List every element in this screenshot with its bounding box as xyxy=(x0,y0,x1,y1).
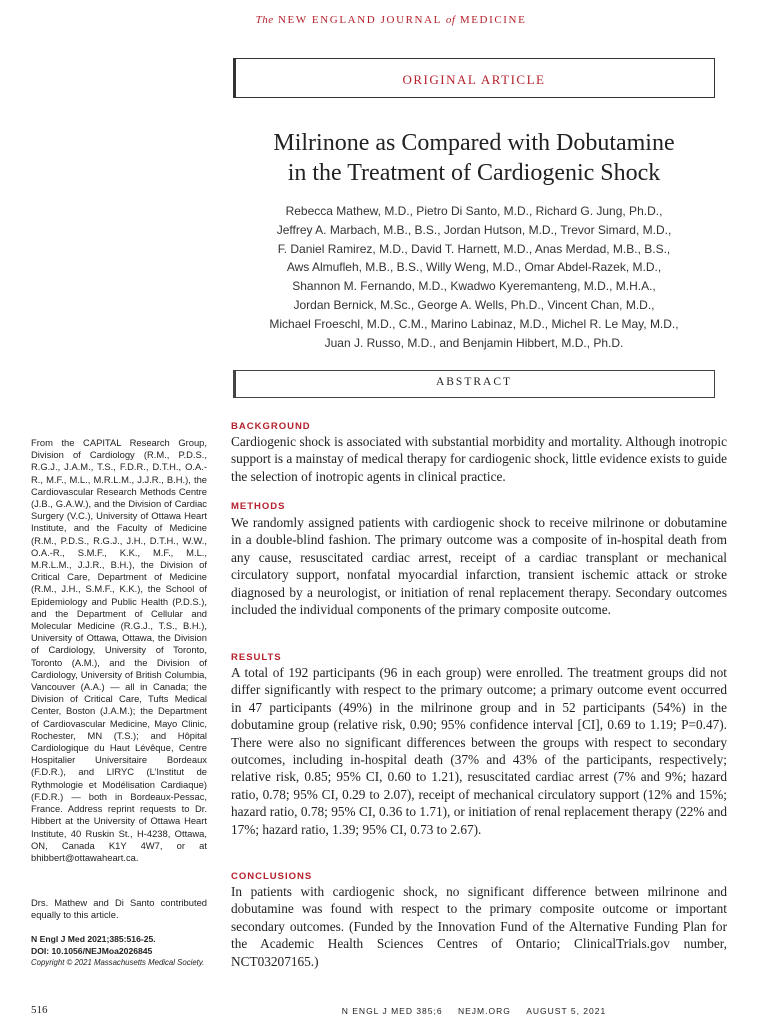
citation-block xyxy=(31,933,221,969)
article-title xyxy=(233,128,715,188)
copyright: Copyright © 2021 Massachusetts Medical Society. xyxy=(31,958,205,967)
author-line: Juan J. Russo, M.D., and Benjamin Hibbert, M.D., Ph.D. xyxy=(324,335,624,350)
conclusions-heading: CONCLUSIONS xyxy=(231,871,313,882)
footer-date: AUGUST 5, 2021 xyxy=(526,1006,607,1016)
author-line: Aws Almufleh, M.B., B.S., Willy Weng, M.D., Omar Abdel-Razek, M.D., xyxy=(286,260,662,275)
title-line-1: Milrinone as Compared with Dobutamine xyxy=(273,130,675,156)
results-text: A total of 192 participants (96 in each group) were enrolled. The treatment groups did not differ significantly with respect to the primary outcome; a primary outcome event occurred in 47 participants (49%) in the milrinone group and in 52 participants (54%) in the dobutamine group (relative risk, 0.90; 95% confidence interval [CI], 0.69 to 1.19; P=0.47). There were also no significant differences between the groups with respect to secondary outcomes, including in-hospital death (37% and 43% of the participants, respectively; relative risk, 0.85; 95% CI, 0.60 to 1.21), resuscitated cardiac arrest (7% and 9%; hazard ratio, 0.78; 95% CI, 0.29 to 2.07), receipt of mechanical circulatory support (12% and 15%; hazard ratio, 0.78; 95% CI, 0.36 to 1.71), or initiation of renal replacement therapy (22% and 17%; hazard ratio, 1.39; 95% CI, 0.73 to 2.67). xyxy=(231,665,727,837)
background-heading: BACKGROUND xyxy=(231,421,311,432)
masthead-of: of xyxy=(445,14,456,26)
author-list xyxy=(233,202,715,352)
footer-site: NEJM.ORG xyxy=(457,1006,511,1016)
results-heading: RESULTS xyxy=(231,652,282,663)
affiliations: From the CAPITAL Research Group, Division of Cardiology (R.M., P.D.S., R.G.J., J.A.M., T.S., F.D.R., D.T.H., O.A.-R., M.F., M.L., M.R.L.M., J.J.R., B.H.), the Cardiovascular Research Methods Centre (J.B., G.A.W.), and the Division of Cardiac Surgery (V.C.), University of Ottawa Heart Institute, and the Faculty of Medicine (R.M., P.D.S., R.G.J., J.H., D.T.H., W.W., O.A.-R., S.M.F., K.K., M.F., M.L., M.R.L.M., J.J.R., B.H.), the Division of Critical Care, Department of Medicine (R.M., J.H., S.M.F., K.K.), the School of Epidemiology and Public Health (P.D.S.), and the Department of Cellular and Molecular Medicine (R.G.J., T.S., B.H.), University of Ottawa, Ottawa, the Division of Cardiology, University of Toronto, Toronto (A.M.), and the Division of Cardiology, University of British Columbia, Vancouver (A.A.) — all in Canada; the Division of Critical Care, Tufts Medical Center, Boston (J.A.M.); the Department of Cardiovascular Medicine, Mayo Clinic, Rochester, MN (T.S.); and Hôpital Cardiologique du Haut Lévêque, Centre Hospitalier Universitaire Bordeaux (F.D.R.), and LIRYC (L’Institut de Rythmologie et Modélisation Cardiaque) (F.D.R.) — both in Bordeaux-Pessac, France. Address reprint requests to Dr. Hibbert at the University of Ottawa Heart Institute, 40 Ruskin St., H-4238, Ottawa, ON, Canada K1Y 4W7, or at bhibbert@ottawaheart.ca. xyxy=(31,437,207,863)
page-number: 516 xyxy=(31,1004,48,1016)
abstract-label: ABSTRACT xyxy=(435,376,513,388)
author-line: Rebecca Mathew, M.D., Pietro Di Santo, M.D., Richard G. Jung, Ph.D., xyxy=(285,204,663,218)
article-type-label: ORIGINAL ARTICLE xyxy=(402,72,546,87)
author-line: Shannon M. Fernando, M.D., Kwadwo Kyeremanteng, M.D., M.H.A., xyxy=(292,279,656,294)
background-text: Cardiogenic shock is associated with substantial morbidity and mortality. Although inotropic support is a mainstay of medical therapy for cardiogenic shock, little evidence exists to guide the selection of inotropic agents in clinical practice. xyxy=(231,434,727,484)
author-line: Jordan Bernick, M.Sc., George A. Wells, Ph.D., Vincent Chan, M.D., xyxy=(293,297,655,312)
equal-contribution-note: Drs. Mathew and Di Santo contributed equally to this article. xyxy=(31,897,207,921)
author-line: Jeffrey A. Marbach, M.B., B.S., Jordan Hutson, M.D., Trevor Simard, M.D., xyxy=(276,222,672,237)
journal-masthead xyxy=(0,14,782,26)
masthead-name-b: MEDICINE xyxy=(459,14,527,26)
title-line-2: in the Treatment of Cardiogenic Shock xyxy=(287,160,661,186)
conclusions-text: In patients with cardiogenic shock, no significant difference between milrinone and dobutamine was found with respect to the primary composite outcome or important secondary outcomes. (Funded by the Innovation Fund of the Alternative Funding Plan for the Academic Health Sciences Centres of Ontario; ClinicalTrials.gov number, NCT03207165.) xyxy=(231,884,727,969)
author-line: F. Daniel Ramirez, M.D., David T. Harnett, M.D., Anas Merdad, M.B., B.S., xyxy=(277,241,671,256)
methods-text: We randomly assigned patients with cardiogenic shock to receive milrinone or dobutamine in a double-blind fashion. The primary outcome was a composite of in-hospital death from any cause, resuscitated cardiac arrest, receipt of a cardiac transplant or mechanical circulatory support, nonfatal myocardial infarction, transient ischemic attack or stroke diagnosed by a neurologist, or initiation of renal replacement therapy. Secondary outcomes included the individual components of the primary composite outcome. xyxy=(231,515,727,618)
citation-doi: DOI: 10.1056/NEJMoa2026845 xyxy=(31,946,153,956)
methods-heading: METHODS xyxy=(231,501,286,512)
citation-ref: N Engl J Med 2021;385:516-25. xyxy=(31,934,156,944)
masthead-name-a: NEW ENGLAND JOURNAL xyxy=(277,14,442,26)
author-line: Michael Froeschl, M.D., C.M., Marino Labinaz, M.D., Michel R. Le May, M.D., xyxy=(269,316,679,331)
page-footer xyxy=(233,1006,715,1016)
footer-journal: N ENGL J MED 385;6 xyxy=(341,1006,443,1016)
masthead-the: The xyxy=(255,14,274,26)
